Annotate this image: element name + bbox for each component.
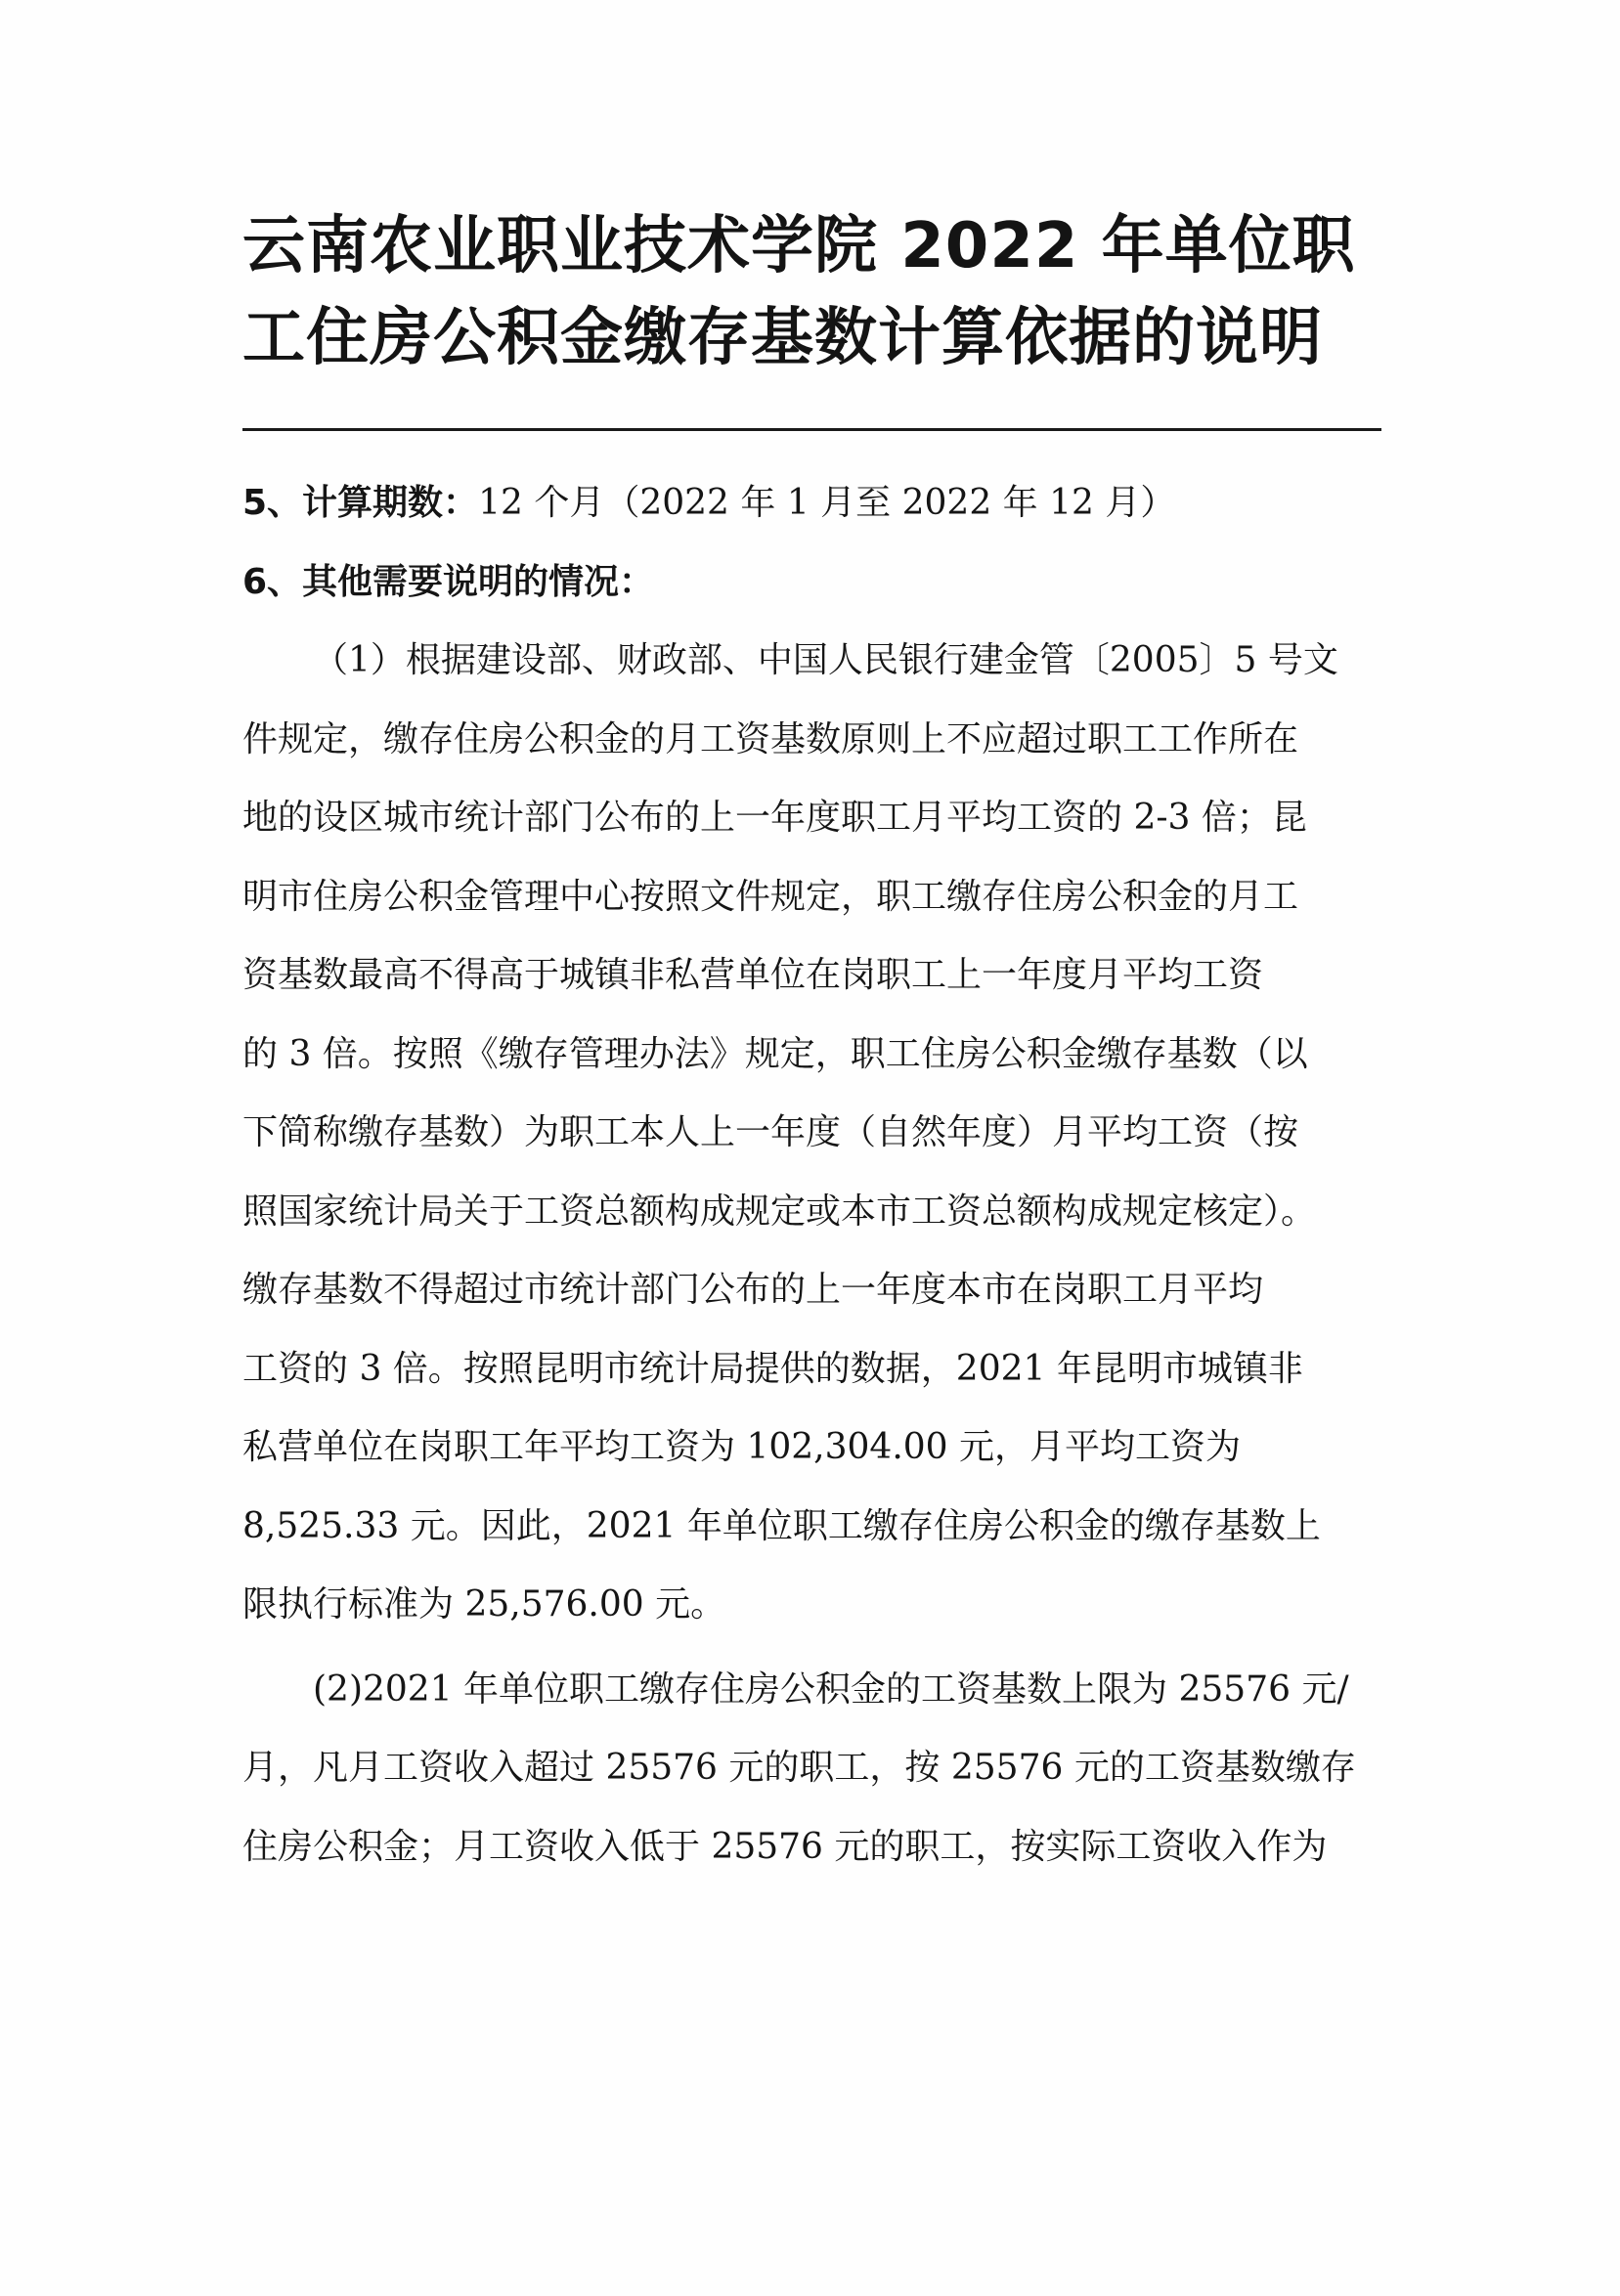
paragraph-line: 私营单位在岗职工年平均工资为 102,304.00 元，月平均工资为 — [242, 1427, 1242, 1467]
paragraph-line: (2)2021 年单位职工缴存住房公积金的工资基数上限为 25576 元/ — [313, 1668, 1349, 1710]
paragraph-line: 件规定，缴存住房公积金的月工资基数原则上不应超过职工工作所在 — [242, 718, 1299, 759]
title-line-1: 云南农业职业技术学院 2022 年单位职 — [242, 210, 1356, 282]
item-5-label: 5、计算期数： — [242, 483, 479, 523]
paragraph-line: （1）根据建设部、财政部、中国人民银行建金管〔2005〕5 号文 — [313, 640, 1338, 680]
paragraph-line: 照国家统计局关于工资总额构成规定或本市工资总额构成规定核定）。 — [242, 1191, 1317, 1232]
paragraph-line: 地的设区城市统计部门公布的上一年度职工月平均工资的 2-3 倍；昆 — [242, 798, 1307, 838]
paragraph-line: 的 3 倍。按照《缴存管理办法》规定，职工住房公积金缴存基数（以 — [242, 1033, 1308, 1074]
paragraph-2 — [242, 1651, 1386, 1887]
paragraph-line: 资基数最高不得高于城镇非私营单位在岗职工上一年度月平均工资 — [242, 955, 1264, 995]
paragraph-line: 缴存基数不得超过市统计部门公布的上一年度本市在岗职工月平均 — [242, 1270, 1264, 1310]
title-divider — [242, 428, 1381, 431]
item-6 — [242, 543, 1386, 623]
item-6-label: 6、其他需要说明的情况： — [242, 561, 655, 602]
paragraph-line: 限执行标准为 25,576.00 元。 — [242, 1584, 726, 1625]
paragraph-line: 住房公积金；月工资收入低于 25576 元的职工，按实际工资收入作为 — [242, 1826, 1328, 1867]
item-5-value: 12 个月（2022 年 1 月至 2022 年 12 月） — [478, 483, 1176, 523]
paragraph-1 — [242, 622, 1386, 1645]
paragraph-line: 月，凡月工资收入超过 25576 元的职工，按 25576 元的工资基数缴存 — [242, 1748, 1356, 1788]
paragraph-line: 工资的 3 倍。按照昆明市统计局提供的数据，2021 年昆明市城镇非 — [242, 1348, 1303, 1389]
document-title — [242, 200, 1396, 384]
paragraph-line: 明市住房公积金管理中心按照文件规定，职工缴存住房公积金的月工 — [242, 876, 1299, 917]
document-body — [242, 464, 1386, 1886]
paragraph-line: 下简称缴存基数）为职工本人上一年度（自然年度）月平均工资（按 — [242, 1112, 1299, 1152]
title-line-2: 工住房公积金缴存基数计算依据的说明 — [242, 302, 1323, 374]
item-5 — [242, 464, 1386, 543]
paragraph-line: 8,525.33 元。因此，2021 年单位职工缴存住房公积金的缴存基数上 — [242, 1505, 1321, 1546]
